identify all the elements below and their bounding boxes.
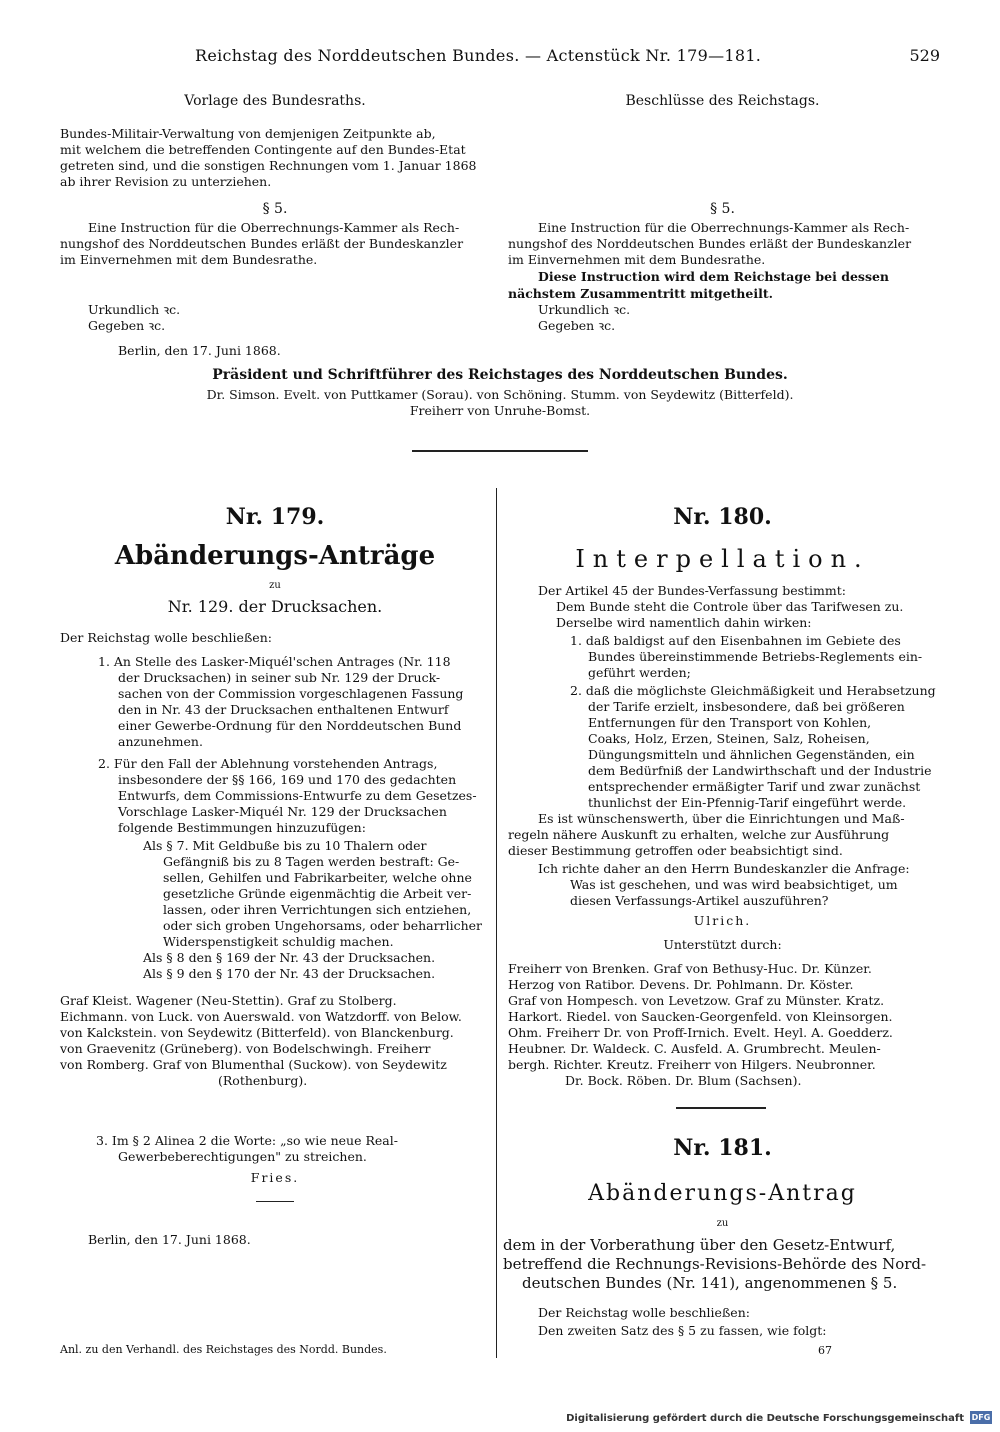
nr179-date: Berlin, den 17. Juni 1868.	[88, 1232, 251, 1247]
text-line: dem in der Vorberathung über den Gesetz-Entwurf,	[503, 1236, 896, 1254]
text-line: 2. Für den Fall der Ablehnung vorstehenden Antrags,	[98, 756, 438, 771]
text-line: bergh. Richter. Kreutz. Freiherr von Hilgers. Neubronner.	[508, 1057, 876, 1072]
text-line: diesen Verfassungs-Artikel auszuführen?	[570, 893, 829, 908]
signature-mark: 67	[818, 1344, 832, 1357]
section-divider	[412, 450, 588, 452]
text-line: 1. daß baldigst auf den Eisenbahnen im Gebiete des	[570, 633, 901, 648]
text-line: Harkort. Riedel. von Saucken-Georgenfeld. von Kleinsorgen.	[508, 1009, 893, 1024]
short-divider	[256, 1201, 294, 1202]
text-line: deutschen Bundes (Nr. 141), angenommenen § 5.	[522, 1274, 898, 1292]
text-line: den in Nr. 43 der Drucksachen enthaltenen Entwurf	[118, 702, 449, 717]
dfg-logo: DFG	[971, 1413, 991, 1422]
text-line: Entfernungen für den Transport von Kohlen,	[588, 715, 872, 730]
running-header: Reichstag des Norddeutschen Bundes. — Actenstück Nr. 179—181.	[195, 46, 762, 65]
text-line: mit welchem die betreffenden Contingente auf den Bundes-Etat	[60, 142, 466, 157]
column-divider	[496, 488, 497, 1358]
text-line: Als § 8 den § 169 der Nr. 43 der Drucksachen.	[143, 950, 436, 965]
text-line: von Kalckstein. von Seydewitz (Bitterfeld). von Blanckenburg.	[60, 1025, 454, 1040]
text-line: Entwurfs, dem Commissions-Entwurfe zu dem Gesetzes-	[118, 788, 477, 803]
text-line: dieser Bestimmung getroffen oder beabsichtigt sind.	[508, 843, 843, 858]
left-date: Berlin, den 17. Juni 1868.	[118, 343, 281, 358]
text-line: Graf Kleist. Wagener (Neu-Stettin). Graf zu Stolberg.	[60, 993, 397, 1008]
text-line: ab ihrer Revision zu unterziehen.	[60, 174, 272, 189]
text-line: sachen von der Commission vorgeschlagenen Fassung	[118, 686, 464, 701]
section-divider-181	[676, 1107, 766, 1109]
text-line: regeln nähere Auskunft zu erhalten, welche zur Ausführung	[508, 827, 890, 842]
nr180-title: Interpellation.	[575, 545, 870, 573]
text-line: Gewerbeberechtigungen" zu streichen.	[118, 1149, 367, 1164]
digitization-credit: Digitalisierung gefördert durch die Deutsche Forschungsgemeinschaft	[566, 1413, 964, 1424]
nr181-text: Den zweiten Satz des § 5 zu fassen, wie folgt:	[538, 1323, 827, 1338]
presidium-names-2: Freiherr von Unruhe-Bomst.	[409, 403, 591, 418]
text-line: betreffend die Rechnungs-Revisions-Behörde des Nord-	[503, 1255, 927, 1273]
text-line: Dr. Bock. Röben. Dr. Blum (Sachsen).	[565, 1073, 802, 1088]
text-line: Widerspenstigkeit schuldig machen.	[163, 934, 394, 949]
text-line: Coaks, Holz, Erzen, Steinen, Salz, Roheisen,	[588, 731, 870, 746]
text-line: Vorschlage Lasker-Miquél Nr. 129 der Drucksachen	[118, 804, 447, 819]
text-line: Es ist wünschenswerth, über die Einrichtungen und Maß-	[538, 811, 905, 826]
right-closing-2: Gegeben ꝛc.	[538, 318, 616, 333]
text-line: 2. daß die möglichste Gleichmäßigkeit und Herabsetzung	[570, 683, 936, 698]
text-line: gesetzliche Gründe eigenmächtig die Arbeit ver-	[163, 886, 472, 901]
text-line: thunlichst der Ein-Pfennig-Tarif eingeführt werde.	[588, 795, 907, 810]
text-line: nungshof des Norddeutschen Bundes erläßt der Bundeskanzler	[60, 236, 464, 251]
nr179-reference: Nr. 129. der Drucksachen.	[167, 597, 383, 616]
text-line: anzunehmen.	[118, 734, 203, 749]
text-line: Düngungsmitteln und ähnlichen Gegenständen, ein	[588, 747, 915, 762]
text-line: Ohm. Freiherr Dr. von Proff-Irnich. Evelt. Heyl. A. Goedderz.	[508, 1025, 893, 1040]
nr180-supported-by: Unterstützt durch:	[663, 937, 782, 952]
text-line: nächstem Zusammentritt mitgetheilt.	[508, 286, 773, 301]
text-line: Heubner. Dr. Waldeck. C. Ausfeld. A. Grumbrecht. Meulen-	[508, 1041, 881, 1056]
left-closing-2: Gegeben ꝛc.	[88, 318, 166, 333]
text-line: Eine Instruction für die Oberrechnungs-Kammer als Rech-	[88, 220, 460, 235]
text-line: von Graevenitz (Grüneberg). von Bodelschwingh. Freiherr	[60, 1041, 431, 1056]
text-line: Diese Instruction wird dem Reichstage bei dessen	[538, 269, 890, 284]
nr179-footnote: Anl. zu den Verhandl. des Reichstages des Nordd. Bundes.	[60, 1343, 387, 1356]
text-line: einer Gewerbe-Ordnung für den Norddeutschen Bund	[118, 718, 462, 733]
text-line: oder sich groben Ungehorsams, oder beharrlicher	[163, 918, 483, 933]
text-line: Freiherr von Brenken. Graf von Bethusy-Huc. Dr. Künzer.	[508, 961, 872, 976]
right-column-heading: Beschlüsse des Reichstags.	[625, 93, 820, 109]
left-section-mark: § 5.	[262, 201, 288, 217]
nr181-number: Nr. 181.	[673, 1135, 772, 1161]
text-line: nungshof des Norddeutschen Bundes erläßt der Bundeskanzler	[508, 236, 912, 251]
text-line: entsprechender ermäßigter Tarif und zwar zunächst	[588, 779, 921, 794]
text-line: Als § 9 den § 170 der Nr. 43 der Drucksachen.	[143, 966, 436, 981]
text-line: Herzog von Ratibor. Devens. Dr. Pohlmann. Dr. Köster.	[508, 977, 854, 992]
right-closing-1: Urkundlich ꝛc.	[538, 302, 631, 317]
text-line: Was ist geschehen, und was wird beabsichtiget, um	[570, 877, 898, 892]
nr181-title: Abänderungs-Antrag	[588, 1181, 857, 1206]
nr179-intro: Der Reichstag wolle beschließen:	[60, 630, 272, 645]
presidium-heading: Präsident und Schriftführer des Reichstages des Norddeutschen Bundes.	[212, 367, 788, 383]
text-line: Bundes übereinstimmende Betriebs-Reglements ein-	[588, 649, 923, 664]
text-line: Eine Instruction für die Oberrechnungs-Kammer als Rech-	[538, 220, 910, 235]
text-line: insbesondere der §§ 166, 169 und 170 des gedachten	[118, 772, 457, 787]
right-section-mark: § 5.	[710, 201, 735, 217]
text-line: Der Artikel 45 der Bundes-Verfassung bestimmt:	[538, 583, 846, 598]
text-line: Als § 7. Mit Geldbuße bis zu 10 Thalern oder	[143, 838, 427, 853]
text-line: folgende Bestimmungen hinzuzufügen:	[118, 820, 366, 835]
text-line: Ich richte daher an den Herrn Bundeskanzler die Anfrage:	[538, 861, 910, 876]
text-line: Gefängniß bis zu 8 Tagen werden bestraft: Ge-	[163, 854, 460, 869]
text-line: dem Bedürfniß der Landwirthschaft und der Industrie	[588, 763, 932, 778]
left-closing-1: Urkundlich ꝛc.	[88, 302, 181, 317]
text-line: Eichmann. von Luck. von Auerswald. von Watzdorff. von Below.	[60, 1009, 462, 1024]
text-line: lassen, oder ihren Verrichtungen sich entziehen,	[163, 902, 472, 917]
nr180-signer: Ulrich.	[693, 913, 752, 928]
presidium-names-1: Dr. Simson. Evelt. von Puttkamer (Sorau). von Schöning. Stumm. von Seydewitz (Bitterfeld).	[206, 387, 794, 402]
text-line: im Einvernehmen mit dem Bundesrathe.	[60, 252, 318, 267]
text-line: der Tarife erzielt, insbesondere, daß bei größeren	[588, 699, 905, 714]
nr181-intro: Der Reichstag wolle beschließen:	[538, 1305, 750, 1320]
nr179-item-3-signer: Fries.	[250, 1170, 300, 1185]
nr179-number: Nr. 179.	[225, 504, 325, 530]
left-column-heading: Vorlage des Bundesraths.	[184, 93, 366, 109]
nr181-zu: zu	[716, 1218, 729, 1229]
page-number: 529	[909, 46, 940, 65]
text-line: von Romberg. Graf von Blumenthal (Suckow). von Seydewitz	[60, 1057, 447, 1072]
text-line: 3. Im § 2 Alinea 2 die Worte: „so wie neue Real-	[96, 1133, 398, 1148]
text-line: getreten sind, und die sonstigen Rechnungen vom 1. Januar 1868	[60, 158, 477, 173]
text-line: Dem Bunde steht die Controle über das Tarifwesen zu.	[556, 599, 904, 614]
nr179-title: Abänderungs-Anträge	[114, 541, 436, 571]
text-line: Graf von Hompesch. von Levetzow. Graf zu Münster. Kratz.	[508, 993, 885, 1008]
text-line: (Rothenburg).	[218, 1073, 308, 1088]
nr179-zu: zu	[269, 580, 281, 591]
text-line: geführt werden;	[588, 665, 691, 680]
text-line: sellen, Gehilfen und Fabrikarbeiter, welche ohne	[163, 870, 472, 885]
text-line: Derselbe wird namentlich dahin wirken:	[556, 615, 812, 630]
text-line: Bundes-Militair-Verwaltung von demjenigen Zeitpunkte ab,	[60, 126, 436, 141]
nr180-number: Nr. 180.	[673, 504, 772, 530]
text-line: der Drucksachen) in seiner sub Nr. 129 der Druck-	[118, 670, 441, 685]
text-line: 1. An Stelle des Lasker-Miquél'schen Antrages (Nr. 118	[98, 654, 451, 669]
text-line: im Einvernehmen mit dem Bundesrathe.	[508, 252, 766, 267]
